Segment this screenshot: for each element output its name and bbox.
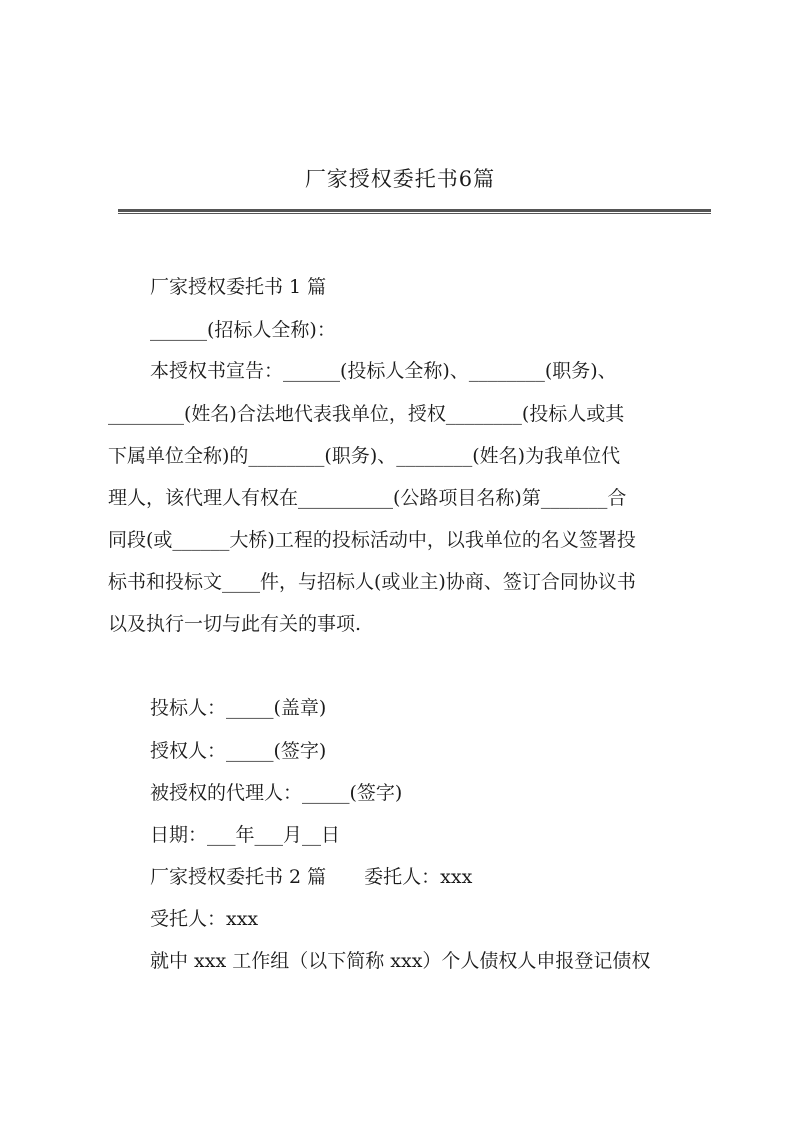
agent-signature-line: 被授权的代理人：_____(签字) xyxy=(150,782,403,804)
body-paragraph-line: 标书和投标文____件，与招标人(或业主)协商、签订合同协议书 xyxy=(108,571,636,593)
authorizer-signature-line: 授权人：_____(签字) xyxy=(150,740,327,762)
title-divider xyxy=(118,209,711,214)
section-heading-2: 厂家授权委托书 2 篇 委托人：xxx xyxy=(150,866,473,888)
body-paragraph-line: 下属单位全称)的________(职务)、________(姓名)为我单位代 xyxy=(108,445,621,467)
body-paragraph-line: ________(姓名)合法地代表我单位，授权________(投标人或其 xyxy=(108,403,625,425)
body-paragraph-line: 理人，该代理人有权在__________(公路项目名称)第_______合 xyxy=(108,487,627,509)
body-paragraph-line: 同段(或______大桥)工程的投标活动中，以我单位的名义签署投 xyxy=(108,529,636,551)
section-heading-1: 厂家授权委托书 1 篇 xyxy=(150,276,327,298)
body-paragraph-line: 本授权书宣告：______(投标人全称)、________(职务)、 xyxy=(150,360,617,382)
date-line: 日期：___年___月__日 xyxy=(150,824,341,846)
body-paragraph-line: 就中 xxx 工作组（以下简称 xxx）个人债权人申报登记债权 xyxy=(150,950,651,972)
trustee-line: 受托人：xxx xyxy=(150,908,259,930)
body-paragraph-line: 以及执行一切与此有关的事项. xyxy=(108,613,362,635)
addressee-line: ______(招标人全称)： xyxy=(150,319,336,341)
document-title: 厂家授权委托书6篇 xyxy=(304,167,496,191)
bidder-seal-line: 投标人：_____(盖章) xyxy=(150,697,327,719)
